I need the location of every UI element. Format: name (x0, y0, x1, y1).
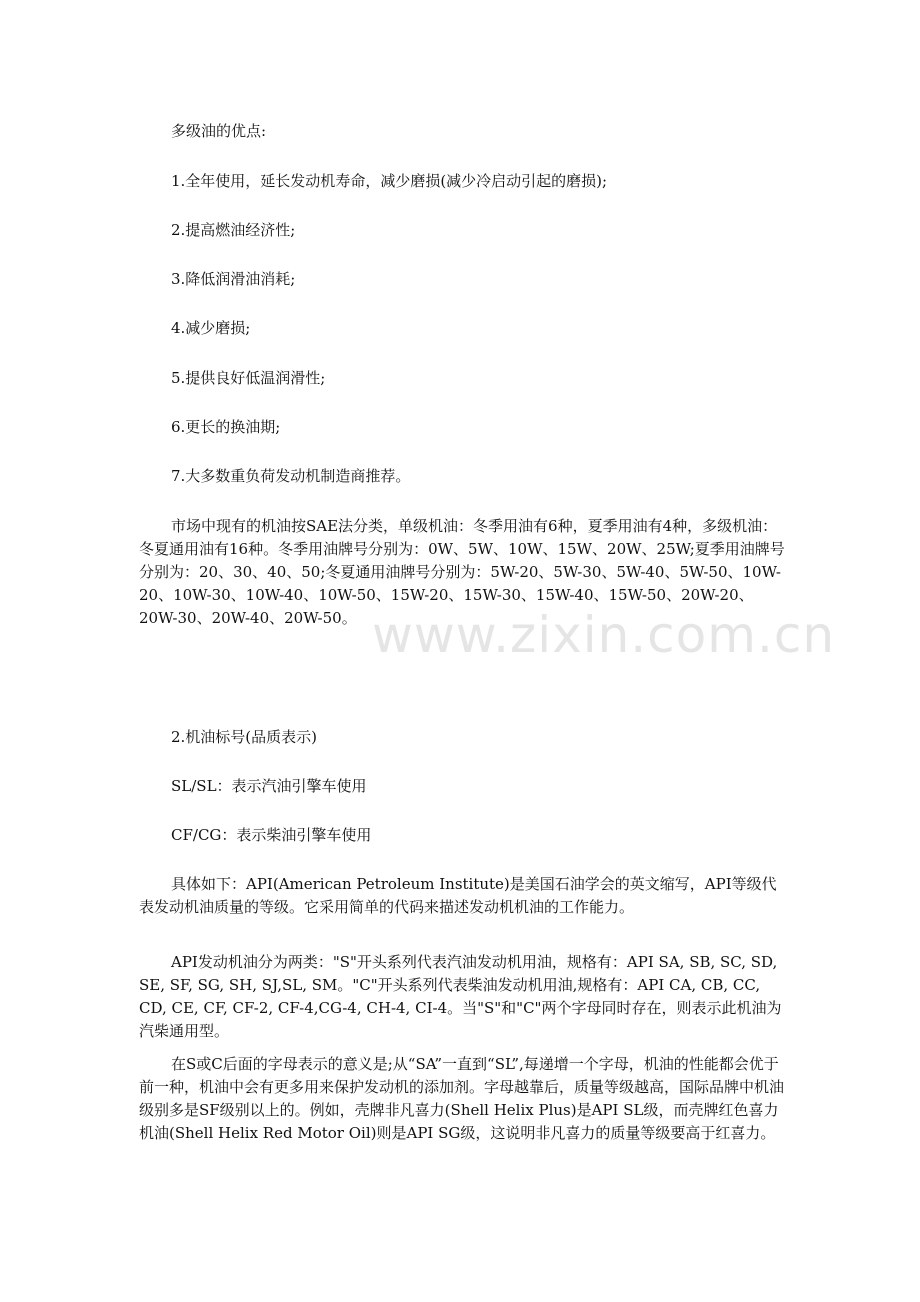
list-item: 6.更长的换油期; (171, 418, 281, 436)
section-heading: 2.机油标号(品质表示) (171, 728, 318, 746)
list-item: 4.减少磨损; (171, 319, 251, 337)
sl-line: SL/SL：表示汽油引擎车使用 (171, 777, 367, 795)
list-item: 3.降低润滑油消耗; (171, 270, 296, 288)
paragraph-api-intro (139, 873, 789, 919)
paragraph-sae (139, 515, 789, 630)
list-item: 7.大多数重负荷发动机制造商推荐。 (171, 467, 411, 485)
watermark: www.zixin.com.cn (372, 606, 836, 664)
list-item: 5.提供良好低温润滑性; (171, 369, 326, 387)
paragraph-text: 具体如下：API(American Petroleum Institute)是美国石油学会的英文缩写，API等级代表发动机油质量的等级。它采用简单的代码来描述发动机机油的工作能力。 (139, 875, 777, 916)
section-heading: 多级油的优点: (171, 122, 267, 140)
paragraph-text: 市场中现有的机油按SAE法分类，单级机油：冬季用油有6种，夏季用油有4种，多级机油：冬夏通用油有16种。冬季用油牌号分别为：0W、5W、10W、15W、20W、25W;夏季用油牌号分别为：20、30、40、50;冬夏通用油牌号分别为：5W-20、5W-30、5W-40、5W-50、10W-20、10W-30、10W-40、10W-50、15W-20、15W-30、15W-40、15W-50、20W-20、20W-30、20W-40、20W-50。 (139, 517, 785, 627)
paragraph-api-classes (139, 951, 789, 1043)
cf-line: CF/CG：表示柴油引擎车使用 (171, 826, 372, 844)
list-item: 1.全年使用，延长发动机寿命，减少磨损(减少冷启动引起的磨损); (171, 172, 608, 190)
paragraph-text: 在S或C后面的字母表示的意义是;从“SA”一直到“SL”,每递增一个字母，机油的性能都会优于前一种，机油中会有更多用来保护发动机的添加剂。字母越靠后，质量等级越高，国际品牌中机油级别多是SF级别以上的。例如，壳牌非凡喜力(Shell Helix Plus)是API SL级，而壳牌红色喜力机油(Shell Helix Red Motor Oil)则是API SG级，这说明非凡喜力的质量等级要高于红喜力。 (139, 1055, 785, 1142)
paragraph-api-grades (139, 1053, 789, 1145)
paragraph-text: API发动机油分为两类："S"开头系列代表汽油发动机用油，规格有：API SA, SB, SC, SD, SE, SF, SG, SH, SJ,SL, SM。"C"开头系列代表柴油发动机用油,规格有：API CA, CB, CC, CD, CE, CF, CF-2, CF-4,CG-4, CH-4, CI-4。当"S"和"C"两个字母同时存在，则表示此机油为汽柴通用型。 (139, 953, 782, 1040)
list-item: 2.提高燃油经济性; (171, 221, 296, 239)
